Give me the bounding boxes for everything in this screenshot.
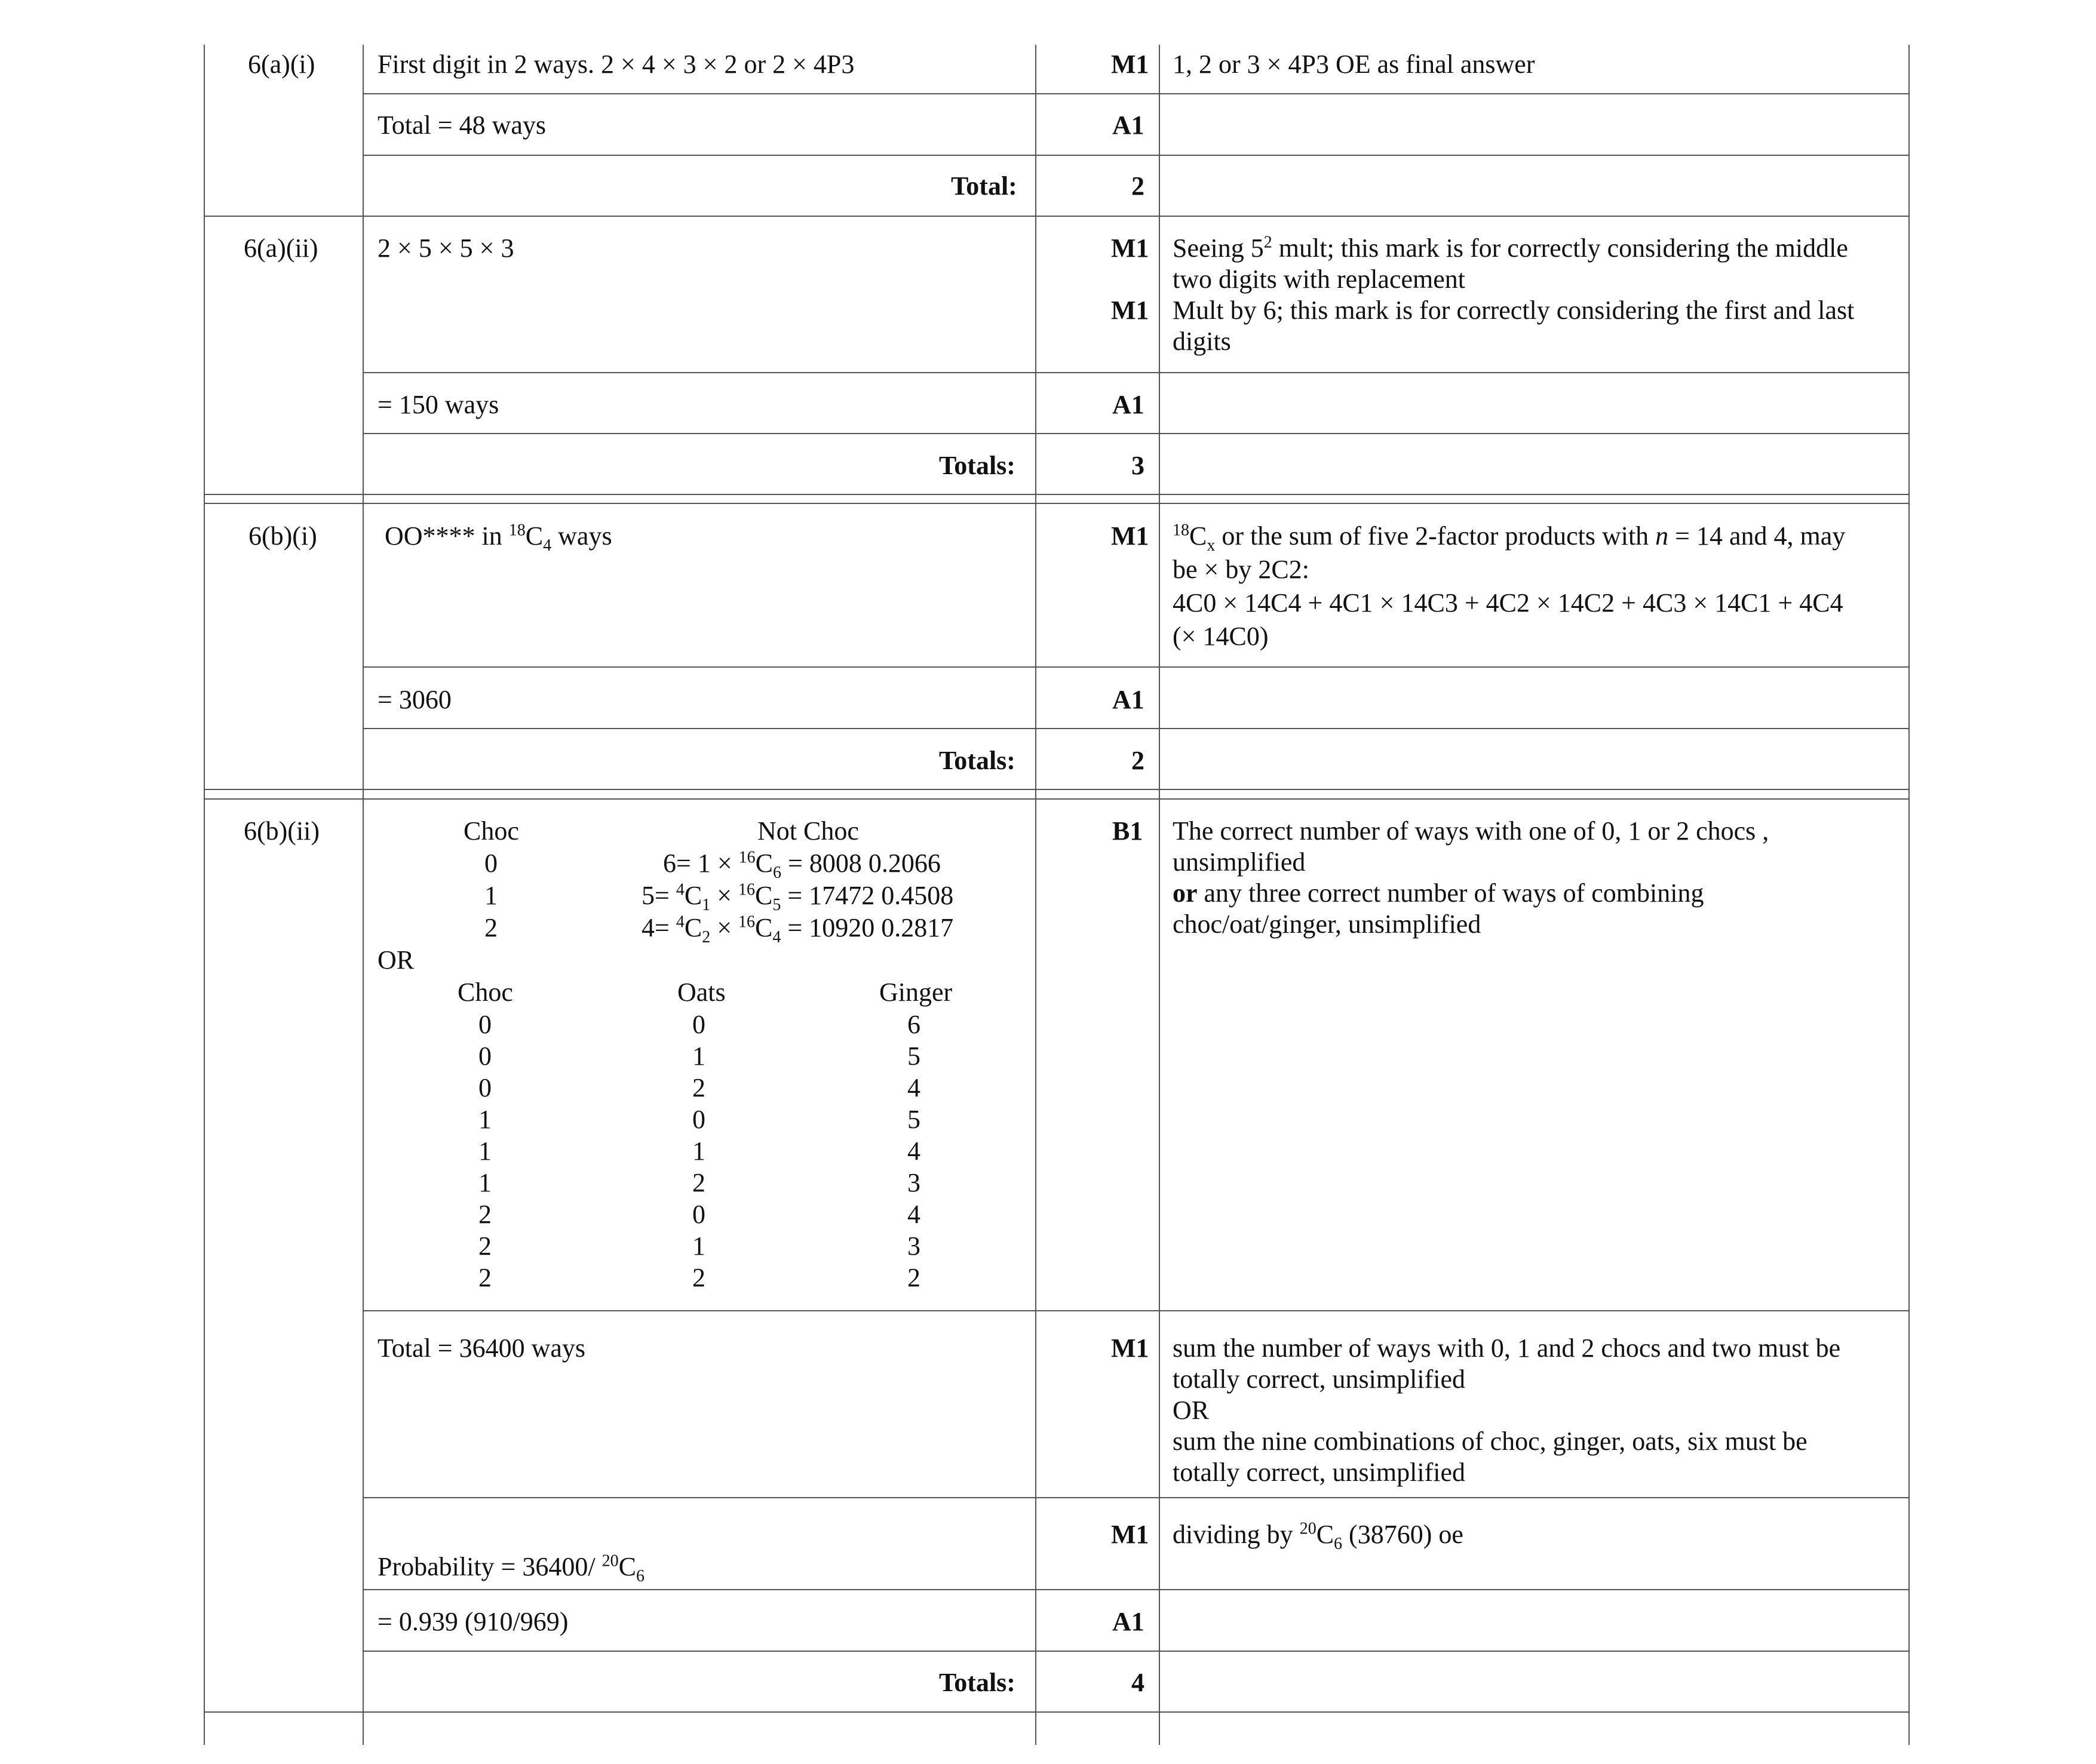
total-label: Totals: xyxy=(939,746,1015,775)
question-id: 6(b)(i) xyxy=(248,521,317,551)
oats-value: 1 xyxy=(692,1136,705,1166)
guidance-text: sum the nine combinations of choc, ginger, oats, six must be xyxy=(1173,1427,1807,1456)
answer-text: First digit in 2 ways. 2 × 4 × 3 × 2 or 2 × 4P3 xyxy=(378,50,855,79)
answer-text: = 0.939 (910/969) xyxy=(378,1607,569,1636)
ginger-value: 5 xyxy=(907,1041,920,1071)
ginger-value: 3 xyxy=(907,1168,920,1197)
guidance-text: The correct number of ways with one of 0, 1 or 2 chocs , xyxy=(1173,816,1769,846)
total-marks: 2 xyxy=(1131,746,1144,775)
oats-value: 2 xyxy=(692,1073,705,1102)
column-header-oats: Oats xyxy=(677,978,726,1007)
answer-text: Total = 36400 ways xyxy=(378,1333,586,1363)
oats-value: 2 xyxy=(692,1263,705,1292)
column-header-choc: Choc xyxy=(458,978,513,1007)
guidance-text: sum the number of ways with 0, 1 and 2 chocs and two must be xyxy=(1173,1333,1841,1363)
guidance-text: Mult by 6; this mark is for correctly considering the first and last xyxy=(1173,296,1855,325)
total-label: Total: xyxy=(951,171,1017,201)
guidance-text: $^{18}C_x$ or the sum of five 2-factor products with n = 14 and 4, may xyxy=(1173,521,1846,555)
guidance-text: Seeing $5^2$ mult; this mark is for correctly considering the middle xyxy=(1173,233,1848,263)
choc-value: 1 xyxy=(478,1168,492,1197)
mark-code: A1 xyxy=(1112,1607,1144,1636)
oats-value: 0 xyxy=(692,1105,705,1134)
oats-value: 1 xyxy=(692,1231,705,1261)
ginger-value: 6 xyxy=(907,1010,920,1039)
choc-value: 2 xyxy=(478,1231,492,1261)
column-header-not-choc: Not Choc xyxy=(757,816,859,846)
guidance-text: dividing by $^{20}C_6$ (38760) oe xyxy=(1173,1519,1463,1553)
oats-value: 2 xyxy=(692,1168,705,1197)
oats-value: 0 xyxy=(692,1200,705,1229)
guidance-text: totally correct, unsimplified xyxy=(1173,1458,1465,1487)
choc-value: 0 xyxy=(478,1073,492,1102)
combination-line: $6= 1 \times ^{16}C_6 = 8008$ 0.2066 xyxy=(663,848,941,882)
mark-code: M1 xyxy=(1111,521,1149,551)
guidance-text: choc/oat/ginger, unsimplified xyxy=(1173,909,1481,939)
mark-code: A1 xyxy=(1112,390,1144,419)
choc-count: 0 xyxy=(484,849,498,878)
ginger-value: 4 xyxy=(907,1200,920,1229)
mark-code: M1 xyxy=(1111,1333,1149,1363)
oats-value: 1 xyxy=(692,1041,705,1071)
ginger-value: 2 xyxy=(907,1263,920,1292)
column-header-ginger: Ginger xyxy=(879,978,953,1007)
column-header-choc: Choc xyxy=(464,816,519,846)
oats-value: 0 xyxy=(692,1010,705,1039)
answer-text: = 3060 xyxy=(378,685,452,714)
choc-count: 2 xyxy=(484,913,498,942)
guidance-text: or any three correct number of ways of combining xyxy=(1173,878,1704,908)
question-id: 6(b)(ii) xyxy=(244,816,320,846)
guidance-text: digits xyxy=(1173,327,1231,356)
combination-line: $4= ^4C_2 \times ^{16}C_4 = 10920$ 0.2817 xyxy=(642,912,954,946)
mark-code: M1 xyxy=(1111,296,1149,325)
choc-value: 1 xyxy=(478,1136,492,1166)
combination-line: $5= ^4C_1 \times ^{16}C_5 = 17472$ 0.4508 xyxy=(642,880,954,914)
ginger-value: 4 xyxy=(907,1136,920,1166)
choc-count: 1 xyxy=(484,881,498,910)
ginger-value: 3 xyxy=(907,1231,920,1261)
guidance-text: two digits with replacement xyxy=(1173,265,1465,294)
total-label: Totals: xyxy=(939,451,1015,480)
choc-value: 2 xyxy=(478,1263,492,1292)
guidance-text: OR xyxy=(1173,1396,1210,1425)
guidance-text: totally correct, unsimplified xyxy=(1173,1365,1465,1394)
answer-text: Probability = 36400/ $^{20}C_6$ xyxy=(378,1551,645,1585)
mark-code: A1 xyxy=(1112,685,1144,714)
total-marks: 3 xyxy=(1131,451,1144,480)
or-separator: OR xyxy=(378,945,415,975)
choc-value: 1 xyxy=(478,1105,492,1134)
answer-text: Total = 48 ways xyxy=(378,110,547,140)
answer-text: = 150 ways xyxy=(378,390,499,419)
guidance-text: unsimplified xyxy=(1173,847,1306,877)
choc-value: 2 xyxy=(478,1200,492,1229)
mark-code: B1 xyxy=(1112,816,1143,846)
mark-code: M1 xyxy=(1111,50,1149,79)
question-id: 6(a)(ii) xyxy=(244,233,318,263)
answer-text: OO**** in $^{18}C_4$ ways xyxy=(385,521,612,555)
ginger-value: 4 xyxy=(907,1073,920,1102)
total-marks: 4 xyxy=(1131,1668,1144,1697)
question-id: 6(a)(i) xyxy=(248,50,315,79)
guidance-text: 4C0 × 14C4 + 4C1 × 14C3 + 4C2 × 14C2 + 4C3 × 14C1 + 4C4 xyxy=(1173,588,1843,617)
total-marks: 2 xyxy=(1131,171,1144,201)
guidance-text: be × by 2C2: xyxy=(1173,555,1309,584)
mark-code: M1 xyxy=(1111,233,1149,263)
guidance-text: 1, 2 or 3 × 4P3 OE as final answer xyxy=(1173,50,1535,79)
guidance-text: (× 14C0) xyxy=(1173,622,1269,651)
answer-text: 2 × 5 × 5 × 3 xyxy=(378,233,514,263)
choc-value: 0 xyxy=(478,1010,492,1039)
total-label: Totals: xyxy=(939,1668,1015,1697)
mark-code: M1 xyxy=(1111,1520,1149,1549)
choc-value: 0 xyxy=(478,1041,492,1071)
mark-code: A1 xyxy=(1112,110,1144,140)
ginger-value: 5 xyxy=(907,1105,920,1134)
